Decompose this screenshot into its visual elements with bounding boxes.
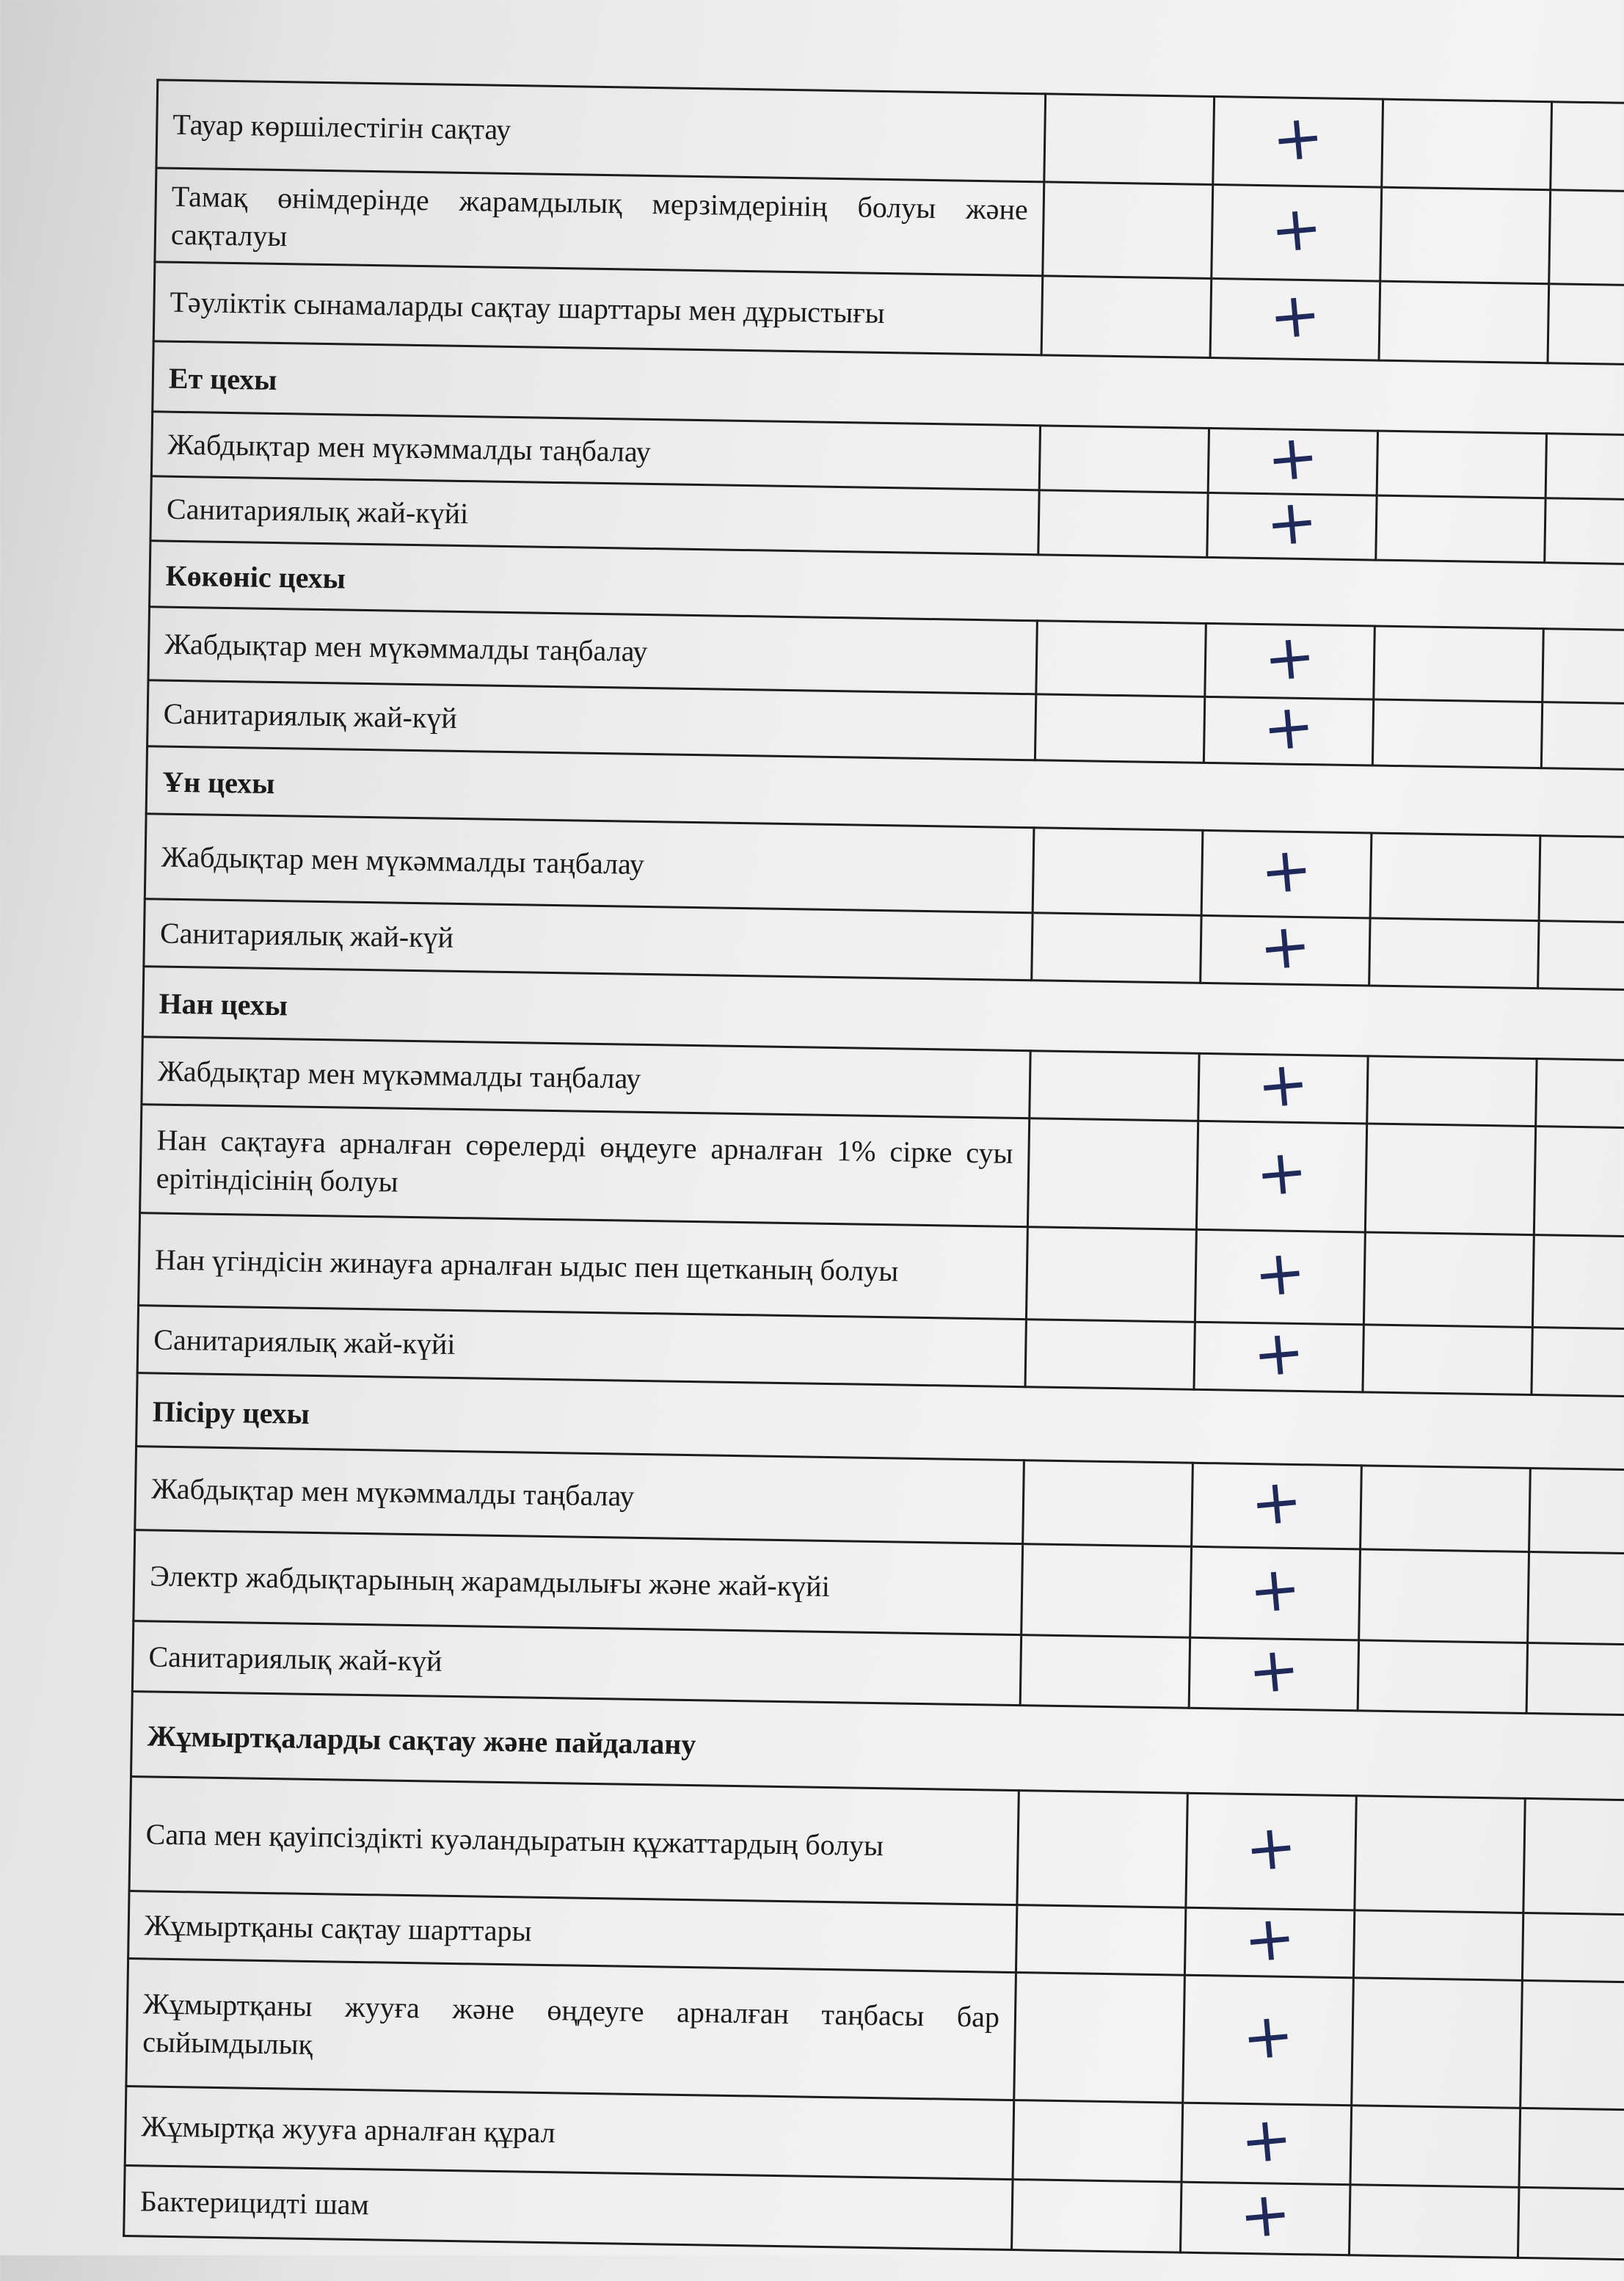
empty-cell bbox=[1349, 2185, 1518, 2258]
empty-cell bbox=[1038, 490, 1208, 558]
mark-cell bbox=[1189, 1631, 1358, 1711]
item-label: Жабдықтар мен мүкәммалды таңбалау bbox=[135, 1447, 1024, 1544]
mark-cell bbox=[1184, 1900, 1354, 1978]
empty-cell bbox=[1020, 1635, 1190, 1709]
item-label: Санитариялық жай-күйі bbox=[137, 1306, 1026, 1387]
handwritten-plus-mark: + bbox=[1242, 1809, 1300, 1885]
mark-cell bbox=[1204, 688, 1373, 765]
empty-cell bbox=[1377, 431, 1546, 498]
mark-cell bbox=[1198, 1046, 1368, 1124]
empty-cell bbox=[1013, 2100, 1183, 2183]
mark-cell bbox=[1196, 1121, 1366, 1232]
empty-cell bbox=[1370, 833, 1540, 921]
inspection-checklist-table bbox=[123, 79, 1624, 2260]
empty-cell bbox=[1374, 626, 1544, 702]
item-label: Нан сақтауға арналған сөрелерді өңдеуге арналған 1% сірке суы ерітіндісінің болуы bbox=[140, 1105, 1030, 1227]
handwritten-plus-mark: + bbox=[1267, 190, 1326, 267]
mark-cell bbox=[1183, 1975, 1354, 2106]
handwritten-plus-mark: + bbox=[1250, 1314, 1308, 1391]
empty-cell bbox=[1519, 2108, 1624, 2189]
item-label: Жұмыртқаны жууға және өңдеуге арналған таңбасы бар сыйымдылық bbox=[126, 1959, 1016, 2100]
empty-cell bbox=[1522, 1913, 1624, 1982]
empty-cell bbox=[1539, 836, 1624, 923]
item-label: Сапа мен қауіпсіздікті куәландыратын құжаттардың болуы bbox=[129, 1777, 1019, 1905]
handwritten-plus-mark: + bbox=[1253, 1134, 1311, 1211]
empty-cell bbox=[1528, 1551, 1624, 1644]
empty-cell bbox=[1532, 1328, 1624, 1397]
empty-cell bbox=[1036, 621, 1206, 697]
handwritten-plus-mark: + bbox=[1245, 1631, 1303, 1708]
empty-cell bbox=[1012, 2180, 1181, 2253]
checklist-item-row bbox=[126, 1959, 1624, 2110]
empty-cell bbox=[1545, 498, 1624, 565]
handwritten-plus-mark: + bbox=[1254, 1046, 1312, 1123]
empty-cell bbox=[1353, 1910, 1523, 1981]
empty-cell bbox=[1548, 284, 1624, 365]
handwritten-plus-mark: + bbox=[1261, 619, 1319, 696]
empty-cell bbox=[1534, 1127, 1624, 1237]
item-label: Санитариялық жай-күй bbox=[144, 899, 1033, 981]
empty-cell bbox=[1044, 94, 1215, 185]
empty-cell bbox=[1518, 2187, 1624, 2260]
mark-cell bbox=[1195, 1229, 1365, 1325]
item-label: Жабдықтар мен мүкәммалды таңбалау bbox=[142, 1037, 1030, 1118]
empty-cell bbox=[1032, 913, 1201, 983]
section-title: Көкөніс цехы bbox=[150, 541, 1624, 630]
handwritten-plus-mark: + bbox=[1257, 832, 1316, 909]
mark-cell bbox=[1201, 830, 1372, 918]
empty-cell bbox=[1543, 629, 1624, 705]
item-label: Тәуліктік сынамаларды сақтау шарттары мен дұрыстығы bbox=[153, 262, 1043, 355]
mark-cell bbox=[1181, 2103, 1352, 2185]
mark-cell bbox=[1180, 2176, 1350, 2255]
mark-cell bbox=[1186, 1793, 1356, 1910]
empty-cell bbox=[1532, 1235, 1624, 1329]
handwritten-plus-mark: + bbox=[1237, 2101, 1296, 2178]
empty-cell bbox=[1372, 699, 1542, 768]
empty-cell bbox=[1382, 99, 1552, 190]
mark-cell bbox=[1205, 619, 1375, 699]
item-label: Жабдықтар мен мүкәммалды таңбалау bbox=[145, 814, 1034, 913]
item-label: Санитариялық жай-күйі bbox=[150, 476, 1039, 555]
empty-cell bbox=[1025, 1320, 1195, 1390]
empty-cell bbox=[1035, 694, 1204, 763]
section-title: Пісіру цехы bbox=[136, 1373, 1624, 1470]
mark-cell bbox=[1194, 1314, 1363, 1392]
empty-cell bbox=[1026, 1227, 1196, 1323]
mark-cell bbox=[1190, 1546, 1361, 1640]
handwritten-plus-mark: + bbox=[1259, 688, 1318, 765]
empty-cell bbox=[1350, 2106, 1521, 2188]
handwritten-plus-mark: + bbox=[1266, 277, 1325, 354]
item-label: Нан үгіндісін жинауға арналған ыдыс пен щетканың болуы bbox=[139, 1213, 1028, 1320]
empty-cell bbox=[1022, 1544, 1192, 1638]
empty-cell bbox=[1529, 1469, 1624, 1554]
empty-cell bbox=[1549, 190, 1624, 285]
item-label: Бактерицидті шам bbox=[124, 2166, 1013, 2250]
item-label: Санитариялық жай-күй bbox=[132, 1621, 1021, 1706]
empty-cell bbox=[1352, 1978, 1523, 2109]
empty-cell bbox=[1367, 1056, 1537, 1127]
empty-cell bbox=[1363, 1232, 1534, 1328]
empty-cell bbox=[1545, 434, 1624, 501]
item-label: Жұмыртқаны сақтау шарттары bbox=[128, 1891, 1017, 1973]
handwritten-plus-mark: + bbox=[1263, 484, 1321, 561]
handwritten-plus-mark: + bbox=[1246, 1551, 1305, 1627]
empty-cell bbox=[1041, 276, 1212, 358]
item-label: Жабдықтар мен мүкәммалды таңбалау bbox=[148, 607, 1037, 694]
mark-cell bbox=[1207, 484, 1377, 561]
empty-cell bbox=[1355, 1796, 1525, 1913]
empty-cell bbox=[1023, 1460, 1193, 1547]
section-title: Ұн цехы bbox=[146, 746, 1624, 837]
empty-cell bbox=[1536, 1059, 1624, 1129]
item-label: Жұмыртқа жууға арналған құрал bbox=[125, 2087, 1014, 2180]
handwritten-plus-mark: + bbox=[1240, 1900, 1299, 1976]
checklist-rows bbox=[124, 80, 1624, 2260]
empty-cell bbox=[1521, 1980, 1624, 2109]
empty-cell bbox=[1016, 1905, 1185, 1976]
empty-cell bbox=[1043, 182, 1213, 279]
empty-cell bbox=[1379, 281, 1549, 363]
empty-cell bbox=[1361, 1466, 1531, 1552]
empty-cell bbox=[1551, 102, 1624, 192]
section-title: Жұмыртқаларды сақтау және пайдалану bbox=[131, 1692, 1624, 1800]
empty-cell bbox=[1369, 918, 1539, 989]
item-label: Жабдықтар мен мүкәммалды таңбалау bbox=[151, 412, 1040, 490]
handwritten-plus-mark: + bbox=[1251, 1234, 1309, 1312]
section-title: Нан цехы bbox=[142, 967, 1624, 1061]
empty-cell bbox=[1359, 1549, 1529, 1643]
section-title: Ет цехы bbox=[153, 341, 1624, 435]
empty-cell bbox=[1030, 1051, 1199, 1121]
empty-cell bbox=[1523, 1798, 1624, 1914]
handwritten-plus-mark: + bbox=[1248, 1463, 1306, 1540]
item-label: Тауар көршілестігін сақтау bbox=[156, 80, 1046, 182]
empty-cell bbox=[1365, 1124, 1535, 1235]
mark-cell bbox=[1213, 97, 1383, 188]
empty-cell bbox=[1376, 495, 1545, 563]
empty-cell bbox=[1380, 187, 1551, 284]
handwritten-plus-mark: + bbox=[1269, 99, 1328, 176]
handwritten-plus-mark: + bbox=[1264, 419, 1322, 496]
item-label: Санитариялық жай-күй bbox=[148, 680, 1036, 760]
item-label: Электр жабдықтарының жарамдылығы және жай-күйі bbox=[134, 1530, 1023, 1635]
empty-cell bbox=[1014, 1973, 1185, 2103]
mark-cell bbox=[1192, 1463, 1362, 1549]
empty-cell bbox=[1363, 1325, 1532, 1395]
item-label: Тамақ өнімдерінде жарамдылық мерзімдерінің болуы және сақталуы bbox=[155, 168, 1044, 276]
empty-cell bbox=[1541, 702, 1624, 771]
mark-cell bbox=[1212, 184, 1382, 281]
empty-cell bbox=[1039, 426, 1209, 493]
mark-cell bbox=[1208, 419, 1377, 496]
empty-cell bbox=[1526, 1642, 1624, 1715]
mark-cell bbox=[1201, 908, 1370, 986]
handwritten-plus-mark: + bbox=[1239, 1998, 1297, 2074]
empty-cell bbox=[1358, 1640, 1527, 1714]
empty-cell bbox=[1017, 1791, 1187, 1908]
empty-cell bbox=[1027, 1118, 1198, 1230]
mark-cell bbox=[1210, 278, 1380, 360]
empty-cell bbox=[1538, 921, 1624, 991]
handwritten-plus-mark: + bbox=[1256, 908, 1314, 985]
handwritten-plus-mark: + bbox=[1236, 2176, 1295, 2252]
empty-cell bbox=[1033, 828, 1203, 916]
